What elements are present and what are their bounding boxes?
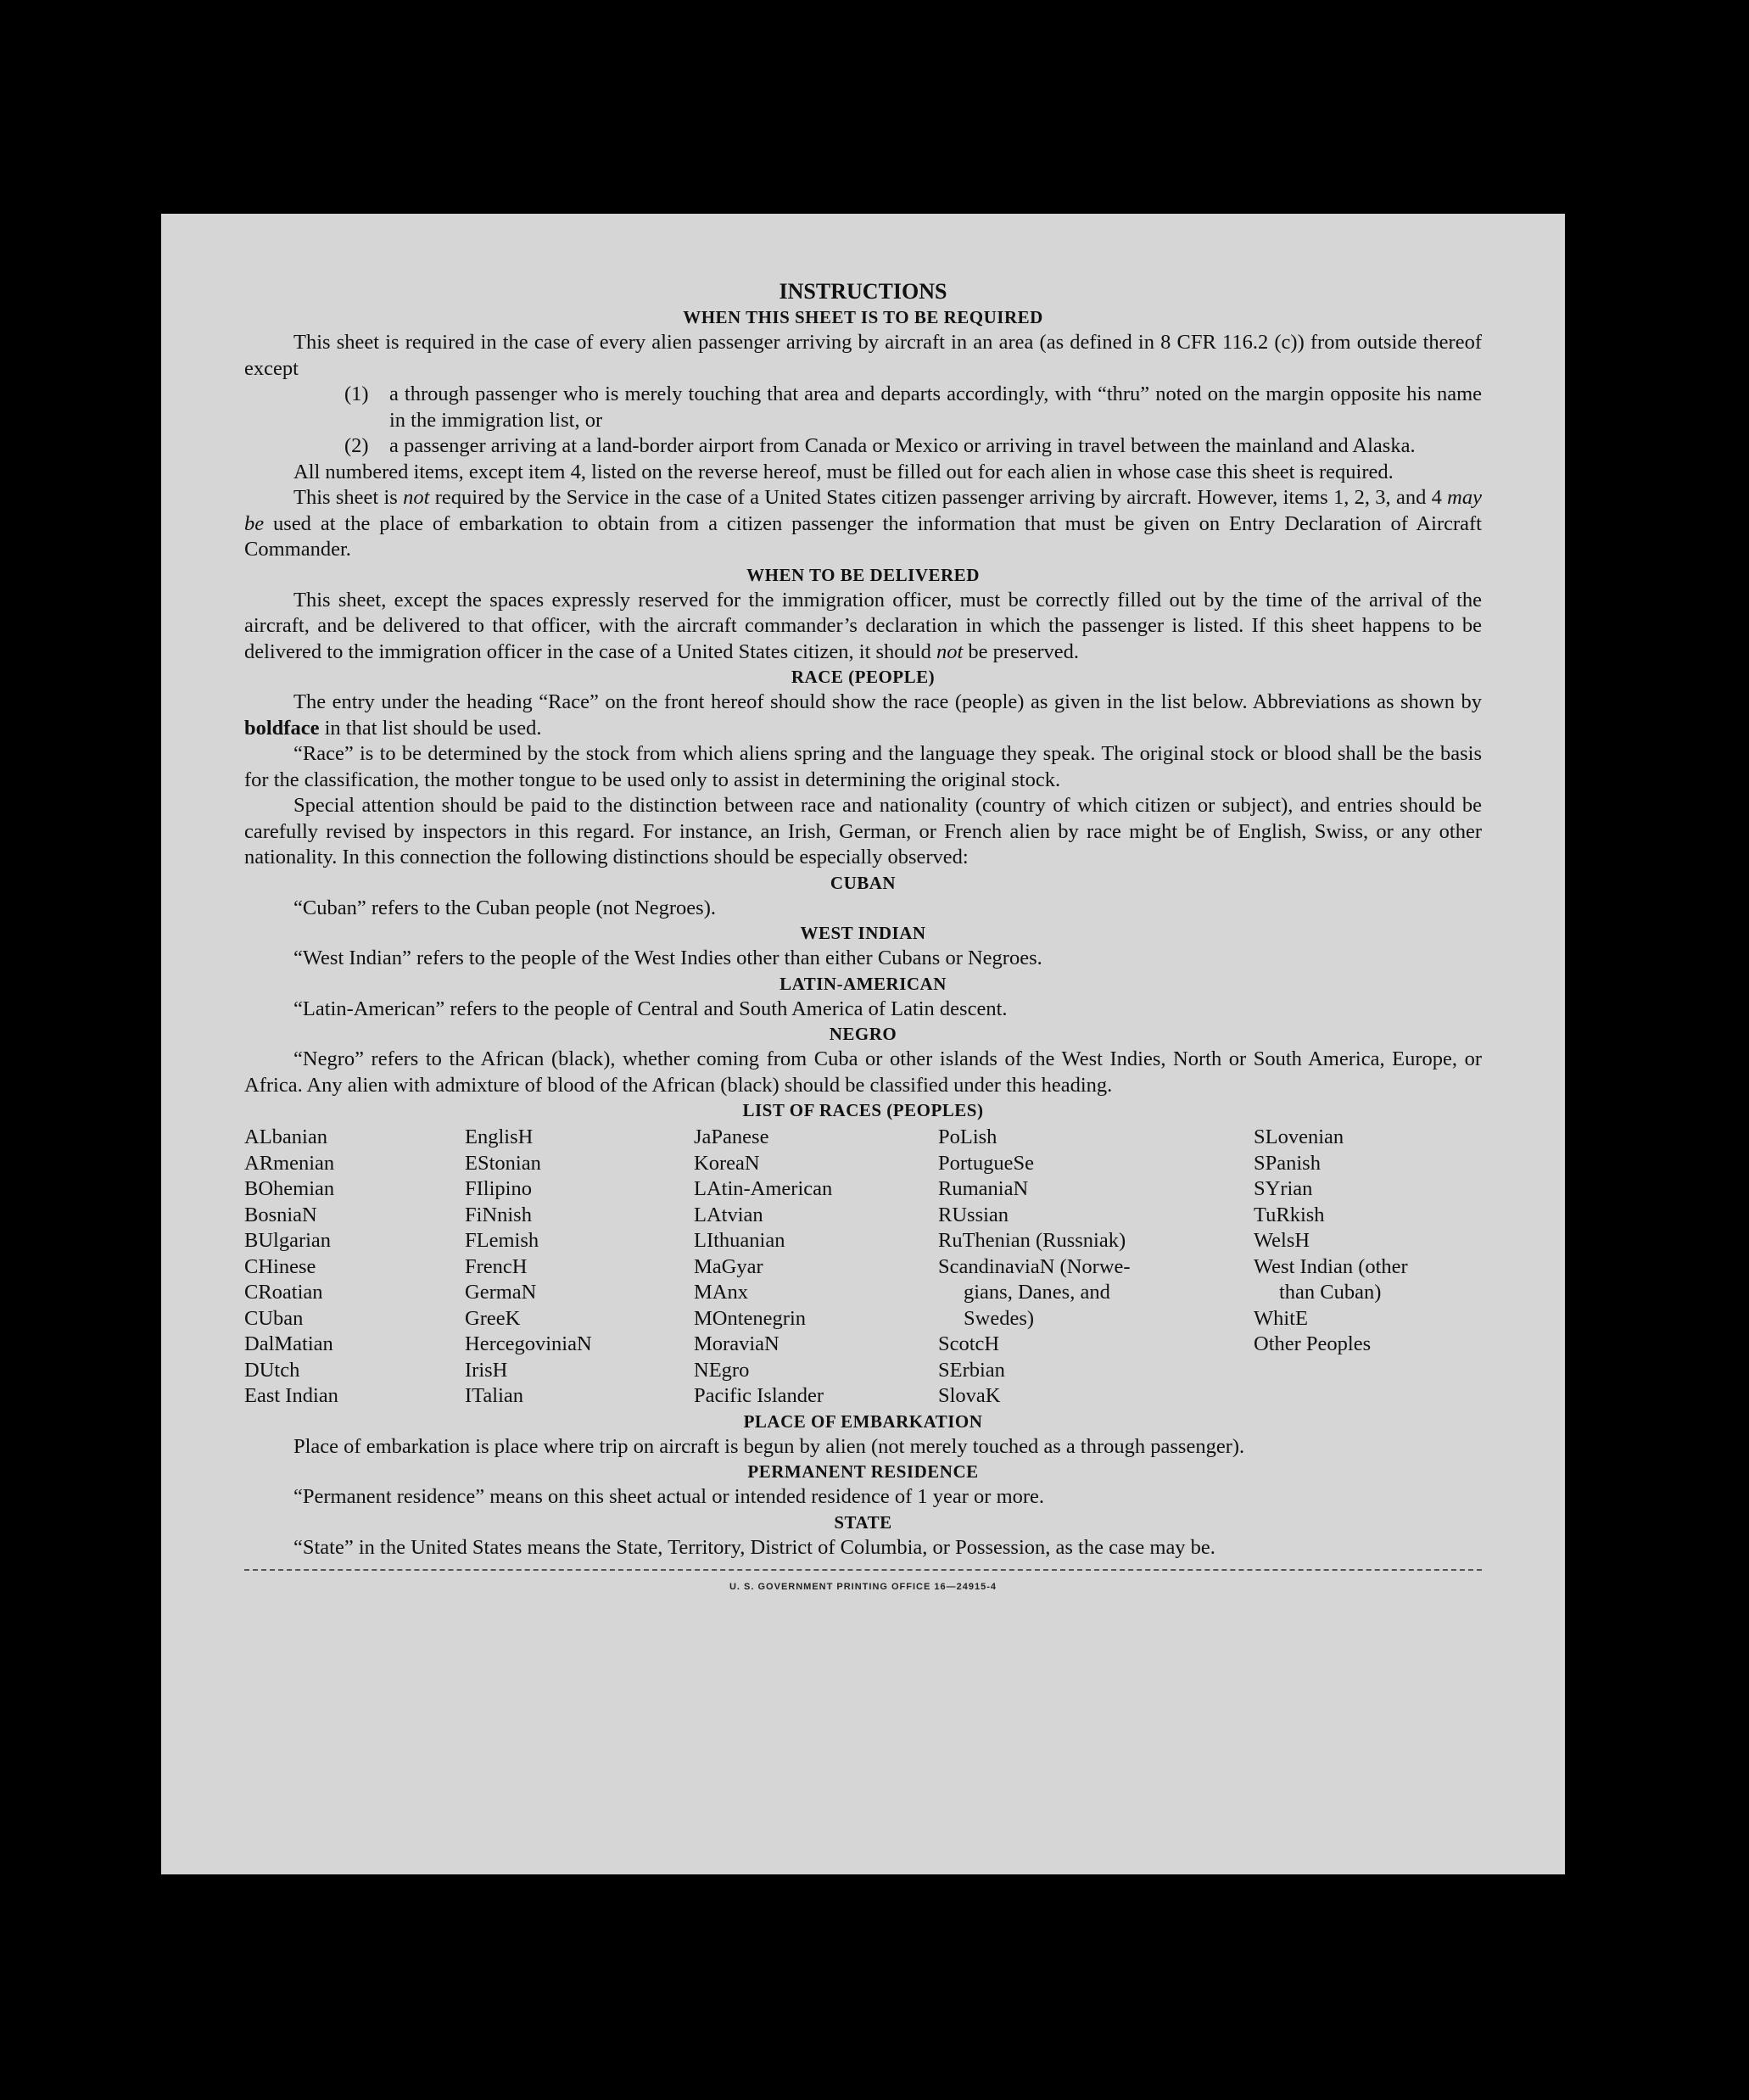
list-item: FiNnish bbox=[465, 1203, 532, 1226]
list-item: SYrian bbox=[1254, 1177, 1313, 1200]
paragraph: “Latin-American” refers to the people of Central and South America of Latin descent. bbox=[293, 997, 1008, 1020]
list-item: Other Peoples bbox=[1254, 1332, 1372, 1355]
heading-when-required: WHEN THIS SHEET IS TO BE REQUIRED bbox=[683, 307, 1043, 327]
list-item: Swedes) bbox=[964, 1306, 1035, 1330]
race-column bbox=[1254, 1125, 1481, 1410]
item-text: a through passenger who is merely touching that area and departs accordingly, with “thru” noted on the margin opposite his name in the immigration list, or bbox=[389, 383, 1482, 432]
paragraph: This sheet, except the spaces expressly reserved for the immigration officer, must be correctly filled out by the time of the arrival of the aircraft, and be delivered to that officer, with the aircraft commander’s declaration in which the passenger is listed. If this sheet happens to be delivered to the immigration officer in the case of a United States citizen, it should not be preserved. bbox=[244, 588, 1482, 663]
printer-imprint: U. S. GOVERNMENT PRINTING OFFICE 16—24915-4 bbox=[244, 1569, 1482, 1600]
race-column bbox=[938, 1125, 1254, 1410]
paragraph: Place of embarkation is place where trip on aircraft is begun by alien (not merely touched as a through passenger). bbox=[293, 1434, 1245, 1458]
item-number: (1) bbox=[344, 383, 369, 405]
paragraph: The entry under the heading “Race” on the front hereof should show the race (people) as given in the list below. Abbreviations as shown by boldface in that list should be used. bbox=[244, 690, 1482, 740]
list-item: SlovaK bbox=[938, 1384, 1001, 1407]
list-item: HercegoviniaN bbox=[465, 1332, 592, 1355]
heading-place-of-embarkation: PLACE OF EMBARKATION bbox=[743, 1410, 983, 1432]
list-item: EStonian bbox=[465, 1151, 541, 1175]
list-item: ScandinaviaN (Norwe- bbox=[938, 1254, 1131, 1278]
list-item: DalMatian bbox=[244, 1332, 333, 1355]
heading-negro: NEGRO bbox=[829, 1024, 897, 1044]
heading-state: STATE bbox=[834, 1511, 892, 1533]
paragraph: This sheet is not required by the Service in the case of a United States citizen passenger arriving by aircraft. However, items 1, 2, 3, and 4 may be used at the place of embarkation to obtain from a citizen passenger the information that must be given on Entry Declaration of Aircraft Commander. bbox=[244, 486, 1482, 561]
heading-race: RACE (PEOPLE) bbox=[791, 667, 936, 687]
list-item: TuRkish bbox=[1254, 1203, 1325, 1226]
paragraph: “Negro” refers to the African (black), whether coming from Cuba or other islands of the West Indies, North or South America, Europe, or Africa. Any alien with admixture of blood of the African (black) should be classified under this heading. bbox=[244, 1047, 1482, 1097]
list-item bbox=[244, 382, 1482, 433]
list-item: CUban bbox=[244, 1306, 304, 1330]
list-item: ARmenian bbox=[244, 1151, 335, 1175]
race-column bbox=[244, 1125, 465, 1410]
list-item: FrencH bbox=[465, 1254, 528, 1278]
list-item: LAtvian bbox=[694, 1203, 763, 1226]
list-item: JaPanese bbox=[694, 1125, 769, 1148]
list-item: East Indian bbox=[244, 1384, 338, 1407]
list-item: KoreaN bbox=[694, 1151, 760, 1175]
paragraph: “Permanent residence” means on this sheet actual or intended residence of 1 year or more. bbox=[293, 1485, 1045, 1508]
paragraph: “State” in the United States means the State, Territory, District of Columbia, or Possession, as the case may be. bbox=[293, 1535, 1215, 1559]
list-item: IrisH bbox=[465, 1358, 508, 1382]
instruction-sheet bbox=[161, 214, 1565, 1874]
list-item: RUssian bbox=[938, 1203, 1009, 1226]
item-text: a passenger arriving at a land-border airport from Canada or Mexico or arriving in travel between the mainland and Alaska. bbox=[389, 434, 1416, 457]
paragraph: Special attention should be paid to the distinction between race and nationality (country of which citizen or subject), and entries should be carefully revised by inspectors in this regard. For instance, an Irish, German, or French alien by race might be of English, Swiss, or any other nationality. In this connection the following distinctions should be especially observed: bbox=[244, 794, 1482, 868]
list-item: PoLish bbox=[938, 1125, 997, 1148]
list-item: GermaN bbox=[465, 1281, 537, 1304]
list-item: SErbian bbox=[938, 1358, 1005, 1382]
heading-latin-american: LATIN-AMERICAN bbox=[780, 973, 947, 994]
list-item: GreeK bbox=[465, 1306, 521, 1330]
list-item: West Indian (other bbox=[1254, 1254, 1408, 1278]
paragraph: This sheet is required in the case of every alien passenger arriving by aircraft in an area (as defined in 8 CFR 116.2 (c)) from outside thereof except bbox=[244, 331, 1482, 380]
list-item bbox=[244, 433, 1482, 460]
heading-west-indian: WEST INDIAN bbox=[800, 923, 926, 943]
list-item: BOhemian bbox=[244, 1177, 335, 1200]
list-item: MoraviaN bbox=[694, 1332, 780, 1355]
list-item: WelsH bbox=[1254, 1229, 1310, 1252]
paragraph: “Cuban” refers to the Cuban people (not Negroes). bbox=[293, 896, 716, 919]
list-item: RumaniaN bbox=[938, 1177, 1029, 1200]
heading-permanent-residence: PERMANENT RESIDENCE bbox=[747, 1461, 979, 1482]
race-column bbox=[465, 1125, 694, 1410]
list-item: MaGyar bbox=[694, 1254, 763, 1278]
paragraph: “Race” is to be determined by the stock from which aliens spring and the language they speak. The original stock or blood shall be the basis for the classification, the mother tongue to be used only to assist in determining the original stock. bbox=[244, 742, 1482, 791]
heading-cuban: CUBAN bbox=[830, 872, 897, 893]
list-item: LAtin-American bbox=[694, 1177, 833, 1200]
list-item: EnglisH bbox=[465, 1125, 534, 1148]
paragraph: All numbered items, except item 4, listed on the reverse hereof, must be filled out for each alien in whose case this sheet is required. bbox=[293, 460, 1394, 483]
heading-when-delivered: WHEN TO BE DELIVERED bbox=[746, 564, 980, 585]
list-item: SLovenian bbox=[1254, 1125, 1344, 1148]
list-item: PortugueSe bbox=[938, 1151, 1034, 1175]
list-item: CHinese bbox=[244, 1254, 316, 1278]
list-item: NEgro bbox=[694, 1358, 750, 1382]
list-item: ITalian bbox=[465, 1384, 524, 1407]
list-item: CRoatian bbox=[244, 1281, 323, 1304]
page-title: INSTRUCTIONS bbox=[779, 279, 947, 304]
paragraph: “West Indian” refers to the people of the West Indies other than either Cubans or Negroes. bbox=[293, 947, 1042, 969]
list-item: BosniaN bbox=[244, 1203, 317, 1226]
list-item: RuThenian (Russniak) bbox=[938, 1229, 1126, 1252]
item-number: (2) bbox=[344, 434, 369, 457]
list-item: DUtch bbox=[244, 1358, 300, 1382]
list-item: ALbanian bbox=[244, 1125, 327, 1148]
list-item: MAnx bbox=[694, 1281, 748, 1304]
list-item: WhitE bbox=[1254, 1306, 1308, 1330]
list-item: gians, Danes, and bbox=[964, 1281, 1110, 1304]
heading-list-of-races: LIST OF RACES (PEOPLES) bbox=[742, 1100, 984, 1120]
list-item: MOntenegrin bbox=[694, 1306, 806, 1330]
list-item: than Cuban) bbox=[1279, 1281, 1382, 1304]
list-item: FIlipino bbox=[465, 1177, 532, 1200]
list-item: BUlgarian bbox=[244, 1229, 332, 1252]
race-list bbox=[244, 1125, 1482, 1410]
list-item: Pacific Islander bbox=[694, 1384, 824, 1407]
list-item: LIthuanian bbox=[694, 1229, 785, 1252]
list-item: FLemish bbox=[465, 1229, 539, 1252]
race-column bbox=[694, 1125, 938, 1410]
list-item: SPanish bbox=[1254, 1151, 1321, 1175]
list-item: ScotcH bbox=[938, 1332, 1000, 1355]
